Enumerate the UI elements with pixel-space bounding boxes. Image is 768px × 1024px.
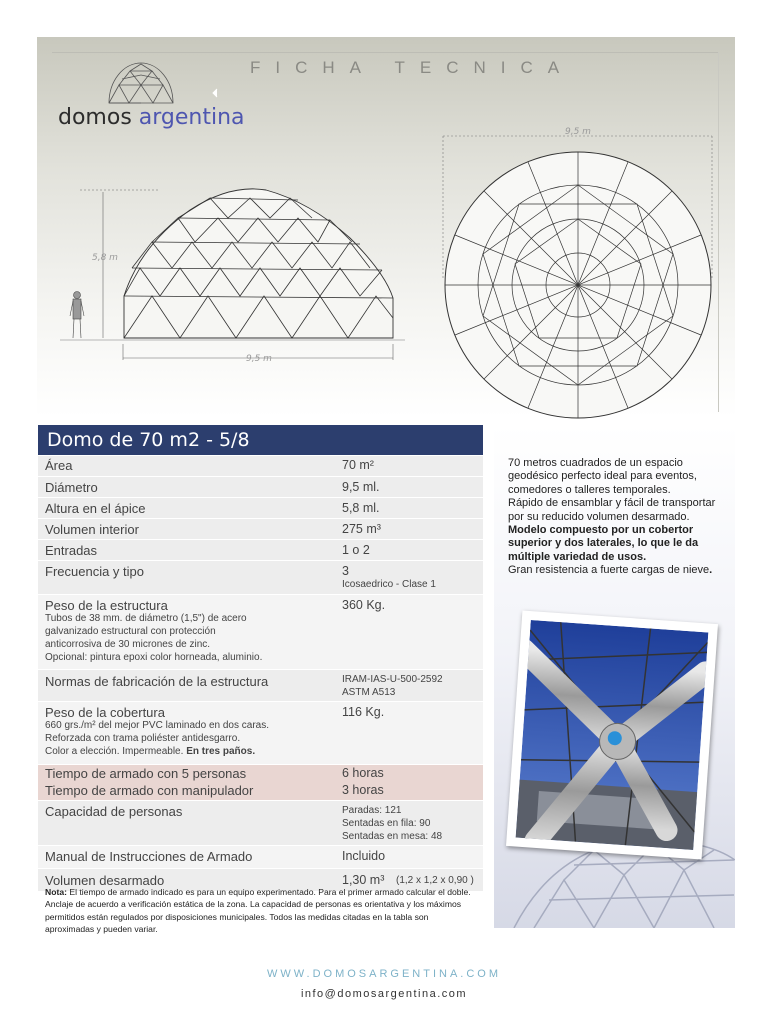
table-row bbox=[38, 801, 483, 846]
width-dimension-label: 9,5 m bbox=[246, 354, 272, 364]
structure-photo bbox=[506, 610, 718, 859]
brand-name-dark: domos bbox=[58, 105, 132, 130]
row-detail: galvanizado estructural con protección bbox=[45, 626, 216, 637]
row-value-tertiary: Sentadas en mesa: 48 bbox=[342, 831, 443, 842]
row-detail: 660 grs./m² del mejor PVC laminado en dos caras. bbox=[45, 720, 269, 731]
website-link[interactable]: WWW.DOMOSARGENTINA.COM bbox=[266, 968, 502, 980]
row-value: 1 o 2 bbox=[342, 543, 370, 557]
footnote-text: El tiempo de armado indicado es para un equipo experimentado. Para el primer armado calcular el doble. Anclaje de acuerdo a verificación estática de la zona. La capacidad de personas es orientativa y los máximos permitidos están regulados por disposiciones municipales. Todos las medidas citadas en la tabla son aproximadas y pueden variar. bbox=[45, 887, 471, 935]
row-label: Volumen interior bbox=[45, 522, 139, 537]
row-label: Volumen desarmado bbox=[45, 873, 165, 888]
table-row bbox=[38, 846, 483, 869]
table-row bbox=[38, 782, 483, 801]
row-value: 1,30 m³ bbox=[342, 873, 385, 887]
row-label: Tiempo de armado con 5 personas bbox=[45, 766, 247, 781]
row-detail: Reforzada con trama poliéster antidesgarro. bbox=[45, 733, 241, 744]
spec-title: Domo de 70 m2 - 5/8 bbox=[47, 429, 250, 451]
row-label: Altura en el ápice bbox=[45, 501, 146, 516]
table-row bbox=[38, 561, 483, 595]
description-p2: Rápido de ensamblar y fácil de transportar por su reducido volumen desarmado. bbox=[508, 497, 716, 523]
row-label: Capacidad de personas bbox=[45, 804, 183, 819]
dome-top-view bbox=[440, 130, 715, 420]
row-value: 5,8 ml. bbox=[342, 501, 380, 515]
row-value: Incluido bbox=[342, 849, 386, 863]
table-row bbox=[38, 456, 483, 477]
row-label: Normas de fabricación de la estructura bbox=[45, 674, 269, 689]
row-detail: Tubos de 38 mm. de diámetro (1,5") de acero bbox=[45, 613, 247, 624]
spec-title-bar bbox=[38, 425, 483, 455]
height-dimension-label: 5,8 m bbox=[92, 253, 118, 263]
row-detail: Opcional: pintura epoxi color horneada, aluminio. bbox=[45, 652, 263, 663]
description-p1: 70 metros cuadrados de un espacio geodésico perfecto ideal para eventos, comedores o talleres temporales. bbox=[508, 457, 697, 496]
row-value: 116 Kg. bbox=[342, 705, 385, 719]
footnote bbox=[45, 886, 473, 936]
email-link[interactable]: info@domosargentina.com bbox=[300, 988, 468, 1000]
spec-table bbox=[38, 456, 483, 892]
table-row bbox=[38, 702, 483, 765]
table-row bbox=[38, 498, 483, 519]
row-value: 6 horas bbox=[342, 766, 384, 780]
table-row bbox=[38, 519, 483, 540]
top-width-dimension-label: 9,5 m bbox=[565, 127, 591, 137]
row-value: 70 m² bbox=[342, 458, 374, 472]
row-label: Frecuencia y tipo bbox=[45, 564, 144, 579]
row-label: Manual de Instrucciones de Armado bbox=[45, 849, 253, 864]
row-value-secondary: ASTM A513 bbox=[342, 687, 396, 698]
table-row bbox=[38, 595, 483, 670]
row-value-secondary: (1,2 x 1,2 x 0,90 ) bbox=[396, 875, 474, 886]
row-value: 3 horas bbox=[342, 783, 384, 797]
footnote-label: Nota: bbox=[45, 887, 67, 897]
table-row bbox=[38, 540, 483, 561]
row-label: Diámetro bbox=[45, 480, 98, 495]
row-label: Tiempo de armado con manipulador bbox=[45, 783, 254, 798]
table-row bbox=[38, 670, 483, 702]
row-detail: anticorrosiva de 30 micrones de zinc. bbox=[45, 639, 211, 650]
product-description bbox=[508, 457, 720, 578]
description-p4: Gran resistencia a fuerte cargas de nieve bbox=[508, 564, 710, 577]
table-row bbox=[38, 765, 483, 782]
row-label: Peso de la estructura bbox=[45, 598, 168, 613]
row-label: Área bbox=[45, 458, 73, 473]
row-value: 9,5 ml. bbox=[342, 480, 380, 494]
row-value: IRAM-IAS-U-500-2592 bbox=[342, 674, 443, 685]
row-detail-text: Color a elección. Impermeable. bbox=[45, 746, 184, 757]
row-label: Entradas bbox=[45, 543, 98, 558]
hero-frame-line-right bbox=[718, 52, 719, 412]
row-value: Paradas: 121 bbox=[342, 805, 402, 816]
logo-dome-icon bbox=[106, 55, 176, 107]
row-value: 360 Kg. bbox=[342, 598, 386, 612]
brand-logo bbox=[58, 105, 245, 130]
page-title: FICHA TECNICA bbox=[250, 58, 575, 77]
row-value-secondary: Icosaedrico - Clase 1 bbox=[342, 579, 436, 590]
row-value: 3 bbox=[342, 564, 349, 578]
row-label: Peso de la cobertura bbox=[45, 705, 165, 720]
brand-name-accent: argentina bbox=[138, 105, 245, 130]
table-row bbox=[38, 477, 483, 498]
description-p3: Modelo compuesto por un cobertor superior y dos laterales, lo que le da múltiple variedad de usos. bbox=[508, 524, 699, 563]
row-value-secondary: Sentadas en fila: 90 bbox=[342, 818, 431, 829]
row-detail-bold: En tres paños. bbox=[186, 746, 256, 757]
description-p4-end: . bbox=[709, 564, 713, 577]
row-detail bbox=[45, 746, 340, 758]
logo-arrow-icon bbox=[212, 88, 218, 98]
hero-frame-line bbox=[52, 52, 718, 53]
photo-image bbox=[516, 620, 709, 850]
row-value: 275 m³ bbox=[342, 522, 381, 536]
dome-side-elevation bbox=[60, 178, 405, 368]
